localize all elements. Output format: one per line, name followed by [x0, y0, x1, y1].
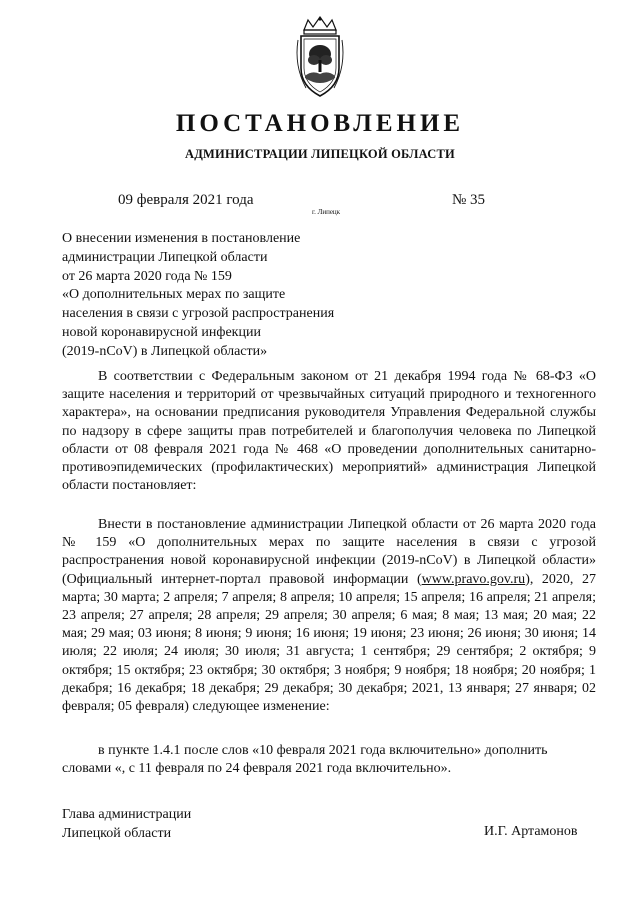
- subject-line: администрации Липецкой области: [62, 249, 268, 265]
- document-date: 09 февраля 2021 года: [118, 192, 254, 208]
- subject-line: населения в связи с угрозой распространения: [62, 306, 335, 322]
- lipetsk-coat-of-arms-icon: [292, 16, 348, 100]
- subject-line: (2019-nCoV) в Липецкой области»: [62, 343, 268, 359]
- document-number: № 35: [452, 192, 486, 208]
- signatory-title-line: Глава администрации: [62, 807, 192, 822]
- main-paragraph: [62, 516, 596, 716]
- main-text-part: ), 2020, 27 марта; 30 марта; 2 апреля; 7 апреля; 8 апреля; 10 апреля; 15 апреля; 16 апреля; 21 апреля; 23 апреля; 27 апреля; 28 апреля; 29 апреля; 30 апреля; 6 мая; 8 мая; 13 мая; 20 мая; 22 мая; 29 мая; 03 июня; 8 июня; 9 июня; 16 июня; 19 июня; 23 июня; 26 июня; 30 июня; 14 июля; 22 июля; 24 июля; 30 июля; 31 августа; 1 сентября; 29 сентября; 2 октября; 9 октября; 15 октября; 23 октября; 30 октября; 3 ноября; 9 ноября; 18 ноября; 20 ноября; 1 декабря; 16 декабря; 18 декабря; 29 декабря; 30 декабря; 2021, 13 января; 27 января; 02 февраля; 05 февраля) следующее изменение:: [62, 571, 596, 715]
- document-issuer: АДМИНИСТРАЦИИ ЛИПЕЦКОЙ ОБЛАСТИ: [185, 147, 455, 161]
- document-title: ПОСТАНОВЛЕНИЕ: [175, 110, 465, 137]
- preamble-paragraph: В соответствии с Федеральным законом от 21 декабря 1994 года № 68-ФЗ «О защите населения и территорий от чрезвычайных ситуаций природного и техногенного характера», на основании предписания руководителя Управления Федеральной службы по надзору в сфере защиты прав потребителей и благополучия человека по Липецкой области от 08 февраля 2021 года № 468 «О проведении дополнительных санитарно-противоэпидемических (профилактических) мероприятий» администрация Липецкой области постановляет:: [62, 369, 596, 494]
- main-text-part: Внести в постановление администрации Липецкой области от 26 марта 2020 года № 159 «О дополнительных мерах по защите населения в связи с угрозой распространения новой коронавирусной инфекции (2019-nCoV) в Липецкой области» (Официальный интернет-портал правовой информации (: [62, 517, 596, 587]
- subject-line: новой коронавирусной инфекции: [62, 324, 261, 340]
- subject-line: «О дополнительных мерах по защите: [62, 287, 286, 303]
- change-line: словами «, с 11 февраля по 24 февраля 2021 года включительно».: [62, 761, 452, 777]
- change-line: в пункте 1.4.1 после слов «10 февраля 2021 года включительно» дополнить: [98, 743, 548, 758]
- document-city: г. Липецк: [312, 208, 341, 216]
- subject-line: О внесении изменения в постановление: [62, 231, 301, 246]
- signatory-title-line: Липецкой области: [62, 825, 172, 841]
- document-subject: [62, 230, 334, 362]
- pravo-link[interactable]: www.pravo.gov.ru: [421, 571, 526, 587]
- subject-line: от 26 марта 2020 года № 159: [62, 268, 232, 284]
- signatory-name: И.Г. Артамонов: [484, 824, 578, 839]
- change-paragraph: [62, 742, 596, 778]
- signatory-title: [62, 806, 191, 843]
